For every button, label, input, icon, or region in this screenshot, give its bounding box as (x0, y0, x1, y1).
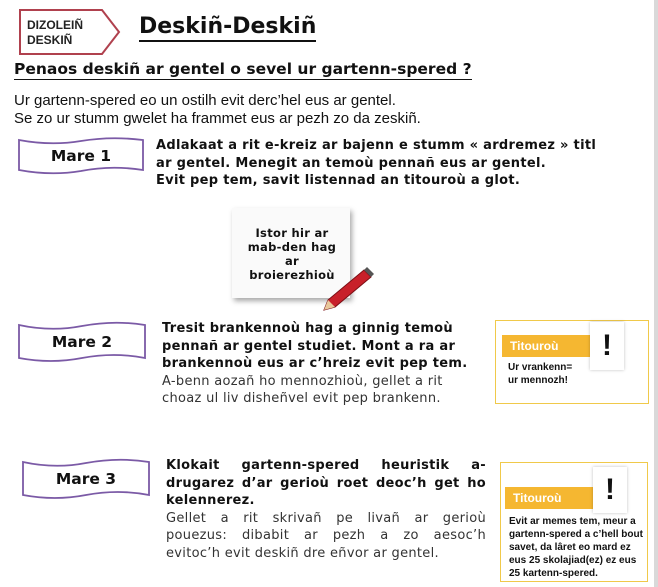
page-edge (654, 0, 658, 587)
step-1-banner (16, 136, 146, 176)
step-1-text: Adlakaat a rit e-kreiz ar bajenn e stumm « ardremez » titl ar gentel. Menegit an temoù pennañ eus ar gentel. Evit pep tem, savit listennad an titouroù a glot. (156, 138, 597, 188)
step-1-label: Mare 1 (50, 147, 112, 165)
tip-box-2 (500, 462, 648, 582)
section-question: Penaos deskiñ ar gentel o sevel ur gartenn-spered ? (14, 60, 472, 78)
intro-text: Ur gartenn-spered eo un ostilh evit derc’hel eus ar gentel. Se zo ur stumm gwelet ha frammet eus ar pezh zo da zeskiñ. (14, 92, 421, 127)
step-2-label: Mare 2 (51, 333, 113, 351)
section-tag-text: DIZOLEIÑ DESKIÑ (27, 18, 83, 47)
note-card (232, 208, 358, 306)
tip-2-text: Evit ar memes tem, meur a gartenn-spered a c’hell bout savet, da lâret eo mard ez eus 25 skolajiad(ez) ez eus 25 kartenn-spered. (509, 516, 643, 579)
note-card-text: Istor hir ar mab-den hag ar broierezhioù (247, 226, 337, 282)
step-3-text: Klokait gartenn-spered heuristik a- drugarez d’ar gerioù roet deoc’h get ho kelennerez. Gellet a rit skrivañ pe livañ ar gerioù pouezus: dibabit ar pezh a zo aesoc’h evitoc’h evit deskiñ dre eñvor ar gentel. (166, 458, 486, 561)
step-3-banner (20, 457, 152, 501)
section-tag (18, 8, 118, 54)
pen-icon (318, 264, 378, 314)
tip-box-1 (495, 320, 649, 404)
tip-1-text: Ur vrankenn= ur mennozh! (508, 362, 573, 386)
exclamation-icon: ! (590, 322, 624, 370)
page-title: Deskiñ-Deskiñ (139, 14, 316, 42)
tip-1-heading: Titouroù (502, 335, 608, 357)
exclamation-icon: ! (593, 467, 627, 513)
step-2-banner (16, 320, 148, 364)
tip-2-heading: Titouroù (505, 487, 605, 509)
step-2-text: Tresit brankennoù hag a ginnig temoù pennañ ar gentel studiet. Mont a ra ar brankennoù eus ar c’hreiz evit pep tem. A-benn aozañ ho mennozhioù, gellet a rit choaz ul liv disheñvel evit pep brankenn. (162, 321, 468, 406)
step-3-label: Mare 3 (55, 470, 117, 488)
